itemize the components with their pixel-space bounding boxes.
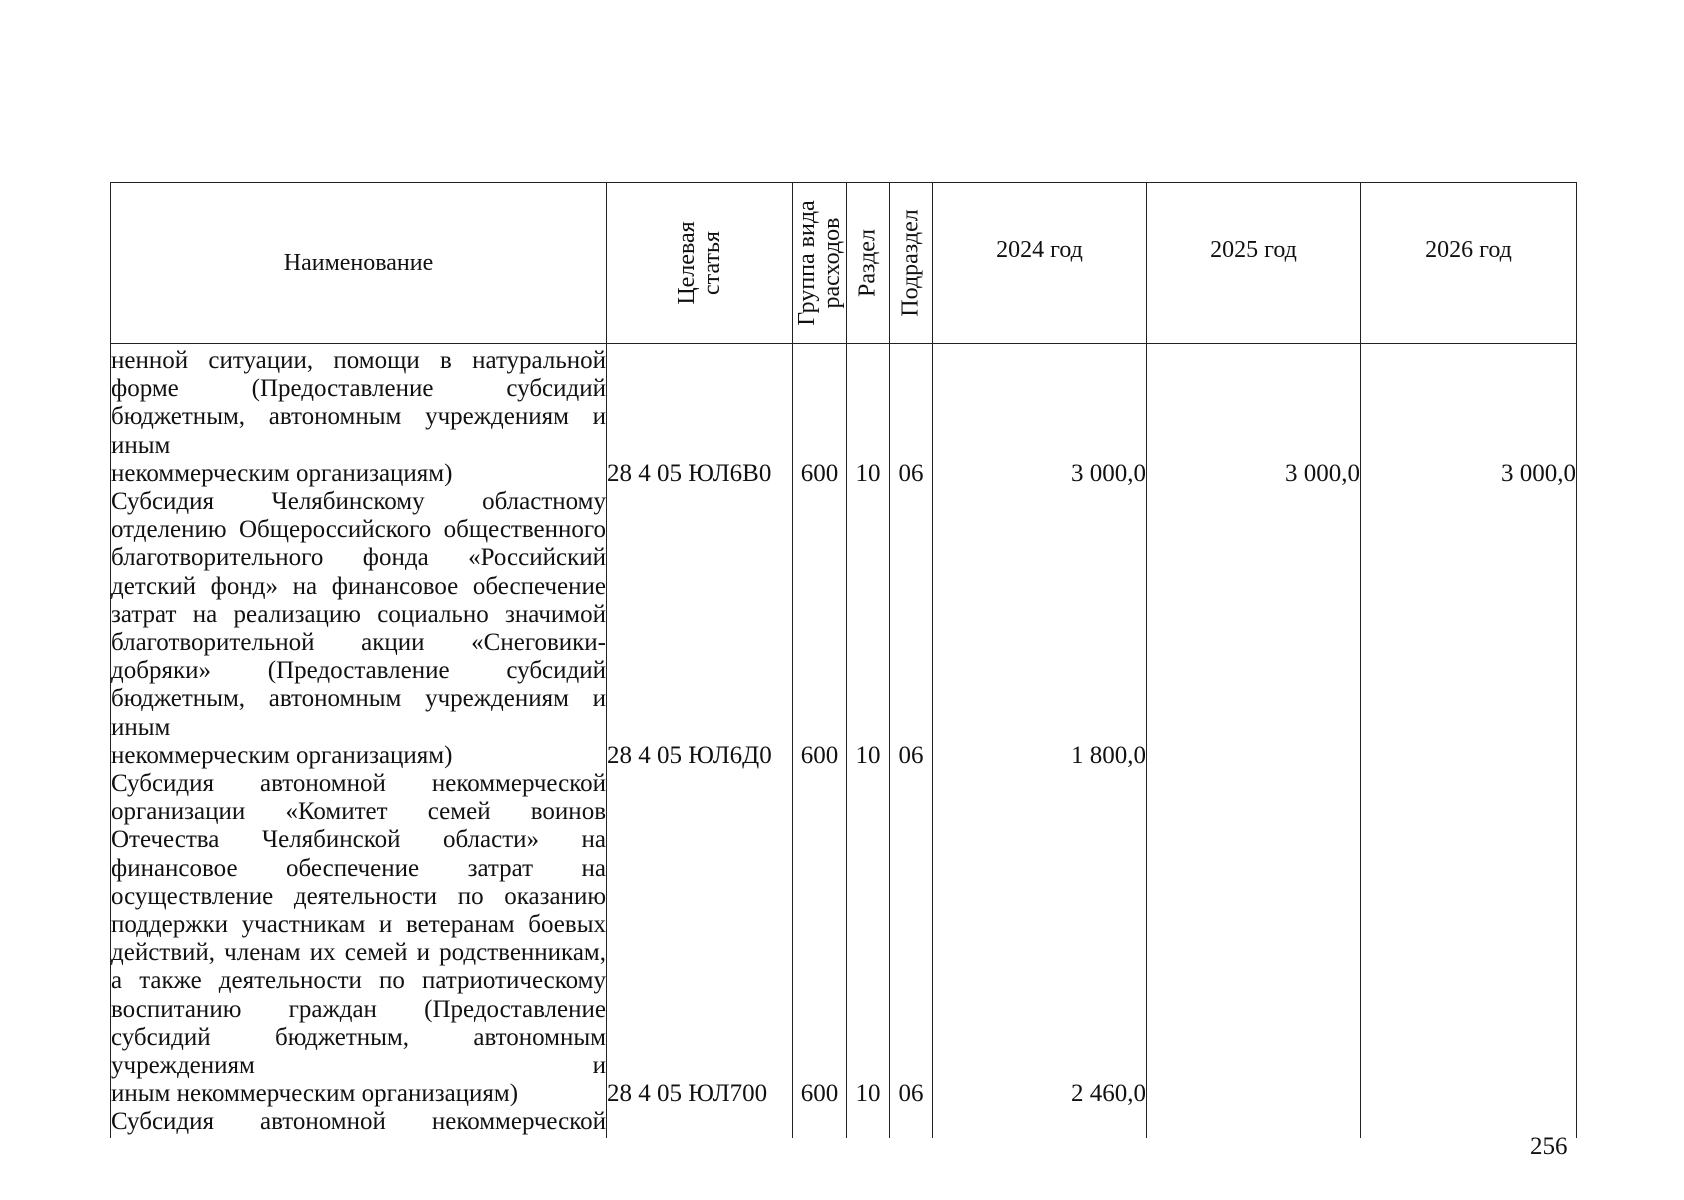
table-header-row — [111, 183, 1577, 344]
row-subsection: 06 — [890, 488, 933, 770]
row-subsection: 06 — [890, 344, 933, 489]
row-name: Субсидия Челябинскому областному отделению Общероссийского общественного благотворительного фонда «Российский детский фонд» на финансовое обеспечение затрат на реализацию социально значимой благотворительной акции «Снеговики-добряки» (Предоставление субсидий бюджетным, автономным учреждениям и иным некоммерческим организациям) — [111, 488, 606, 769]
row-name: ненной ситуации, помощи в натуральной форме (Предоставление субсидий бюджетным, автономным учреждениям и иным некоммерческим организациям) — [111, 344, 607, 489]
header-target: Целевая статья — [607, 183, 793, 344]
row-section: 10 — [847, 770, 890, 1108]
row-2024: 2 460,0 — [933, 770, 1147, 1108]
header-2024: 2024 год — [933, 183, 1147, 344]
row-2025 — [1147, 488, 1361, 770]
row-target — [607, 1108, 793, 1138]
row-target: 28 4 05 ЮЛ6В0 — [607, 344, 793, 489]
header-section: Раздел — [847, 183, 890, 344]
row-2025 — [1147, 1108, 1361, 1138]
row-subsection — [890, 1108, 933, 1138]
row-name: Субсидия автономной некоммерческой организации «Комитет семей воинов Отечества Челябинской области» на финансовое обеспечение затрат на осуществление деятельности по оказанию поддержки участникам и ветеранам боевых действий, членам их семей и родственникам, а также деятельности по патриотическому воспитанию граждан (Предоставление субсидий бюджетным, автономным учреждениям и иным некоммерческим организациям) — [111, 770, 606, 1108]
row-2026 — [1361, 770, 1577, 1108]
header-2025: 2025 год — [1147, 183, 1361, 344]
row-group: 600 — [793, 488, 847, 770]
row-2025: 3 000,0 — [1147, 344, 1361, 489]
row-subsection: 06 — [890, 770, 933, 1108]
header-name: Наименование — [111, 183, 607, 344]
row-section: 10 — [847, 488, 890, 770]
table-row — [111, 344, 1577, 489]
table-row — [111, 770, 1577, 1108]
row-group: 600 — [793, 770, 847, 1108]
header-subsection: Подраздел — [890, 183, 933, 344]
row-target: 28 4 05 ЮЛ6Д0 — [607, 488, 793, 770]
row-group — [793, 1108, 847, 1138]
budget-table — [110, 182, 1577, 1138]
row-2025 — [1147, 770, 1361, 1108]
table-row — [111, 488, 1577, 770]
header-2026: 2026 год — [1361, 183, 1577, 344]
row-name: Субсидия автономной некоммерческой — [111, 1108, 607, 1138]
row-2026 — [1361, 488, 1577, 770]
row-2024: 3 000,0 — [933, 344, 1147, 489]
row-target: 28 4 05 ЮЛ700 — [607, 770, 793, 1108]
row-group: 600 — [793, 344, 847, 489]
row-section — [847, 1108, 890, 1138]
row-section: 10 — [847, 344, 890, 489]
header-expense-group: Группа вида расходов — [793, 183, 847, 344]
row-2024 — [933, 1108, 1147, 1138]
table-row — [111, 1108, 1577, 1138]
row-2026: 3 000,0 — [1361, 344, 1577, 489]
row-2024: 1 800,0 — [933, 488, 1147, 770]
page-number: 256 — [1530, 1133, 1568, 1160]
